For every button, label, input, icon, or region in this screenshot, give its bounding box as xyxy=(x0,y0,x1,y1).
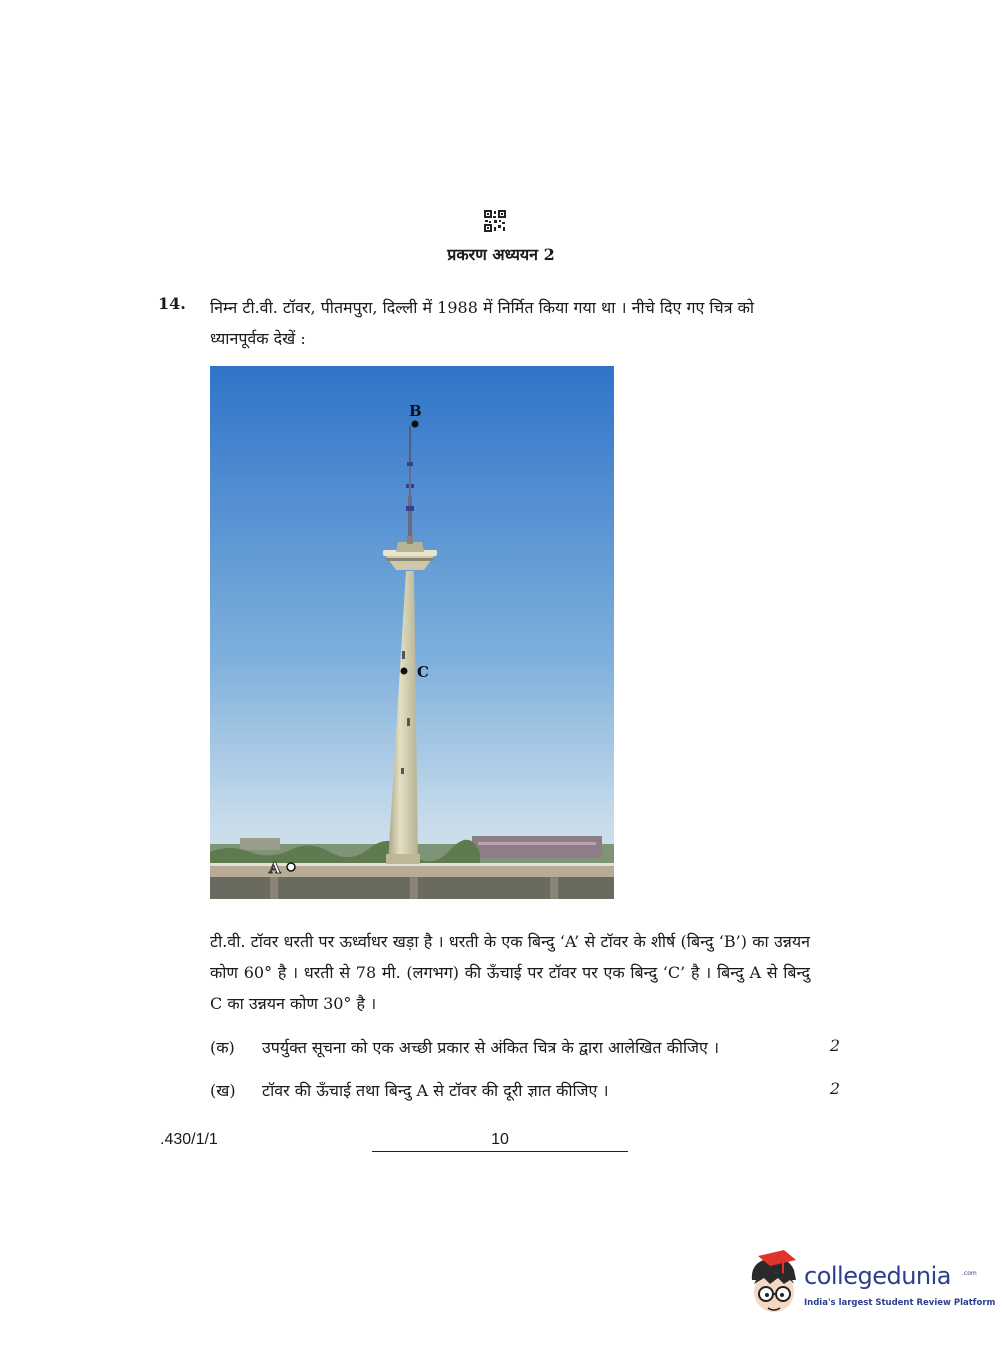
question-description: टी.वी. टॉवर धरती पर ऊर्ध्वाधर खड़ा है । धरती के एक बिन्दु ‘A’ से टॉवर के शीर्ष (बिन्दु ‘B’) का उन्नयन कोण 60° है । धरती से 78 मी. (लगभग) की ऊँचाई पर टॉवर पर एक बिन्दु ‘C’ है । बिन्दु A से बिन्दु C का उन्नयन कोण 30° है । xyxy=(210,932,810,1013)
part-a-marks: 2 xyxy=(829,1036,840,1055)
question-number: 14. xyxy=(158,294,186,313)
point-b-label: B xyxy=(409,402,422,420)
collegedunia-watermark xyxy=(744,1250,996,1320)
part-a-text: उपर्युक्त सूचना को एक अच्छी प्रकार से अंकित चित्र के द्वारा आलेखित कीजिए । xyxy=(262,1038,720,1057)
part-b-text: टॉवर की ऊँचाई तथा बिन्दु A से टॉवर की दूरी ज्ञात कीजिए । xyxy=(262,1081,609,1100)
part-b-marks: 2 xyxy=(829,1079,840,1098)
question-part-a xyxy=(210,1036,840,1060)
point-c-label: C xyxy=(417,663,429,681)
question-part-b xyxy=(210,1079,840,1103)
logo-suffix: .com xyxy=(962,1270,977,1277)
question-intro: निम्न टी.वी. टॉवर, पीतमपुरा, दिल्ली में 1988 में निर्मित किया गया था । नीचे दिए गए चित्र को ध्यानपूर्वक देखें : xyxy=(210,298,755,348)
part-a-label: (क) xyxy=(210,1038,235,1057)
page-number: 10 xyxy=(372,1131,628,1152)
logo-name: collegedunia xyxy=(804,1262,952,1290)
qr-code-icon xyxy=(484,210,506,232)
tower-photo xyxy=(210,366,614,899)
paper-code: .430/1/1 xyxy=(160,1131,218,1148)
logo-tagline: India's largest Student Review Platform xyxy=(804,1298,996,1308)
collegedunia-mascot-icon xyxy=(744,1250,804,1320)
part-b-label: (ख) xyxy=(210,1081,236,1100)
point-a-label: A xyxy=(269,859,281,877)
section-heading: प्रकरण अध्ययन 2 xyxy=(447,245,555,264)
